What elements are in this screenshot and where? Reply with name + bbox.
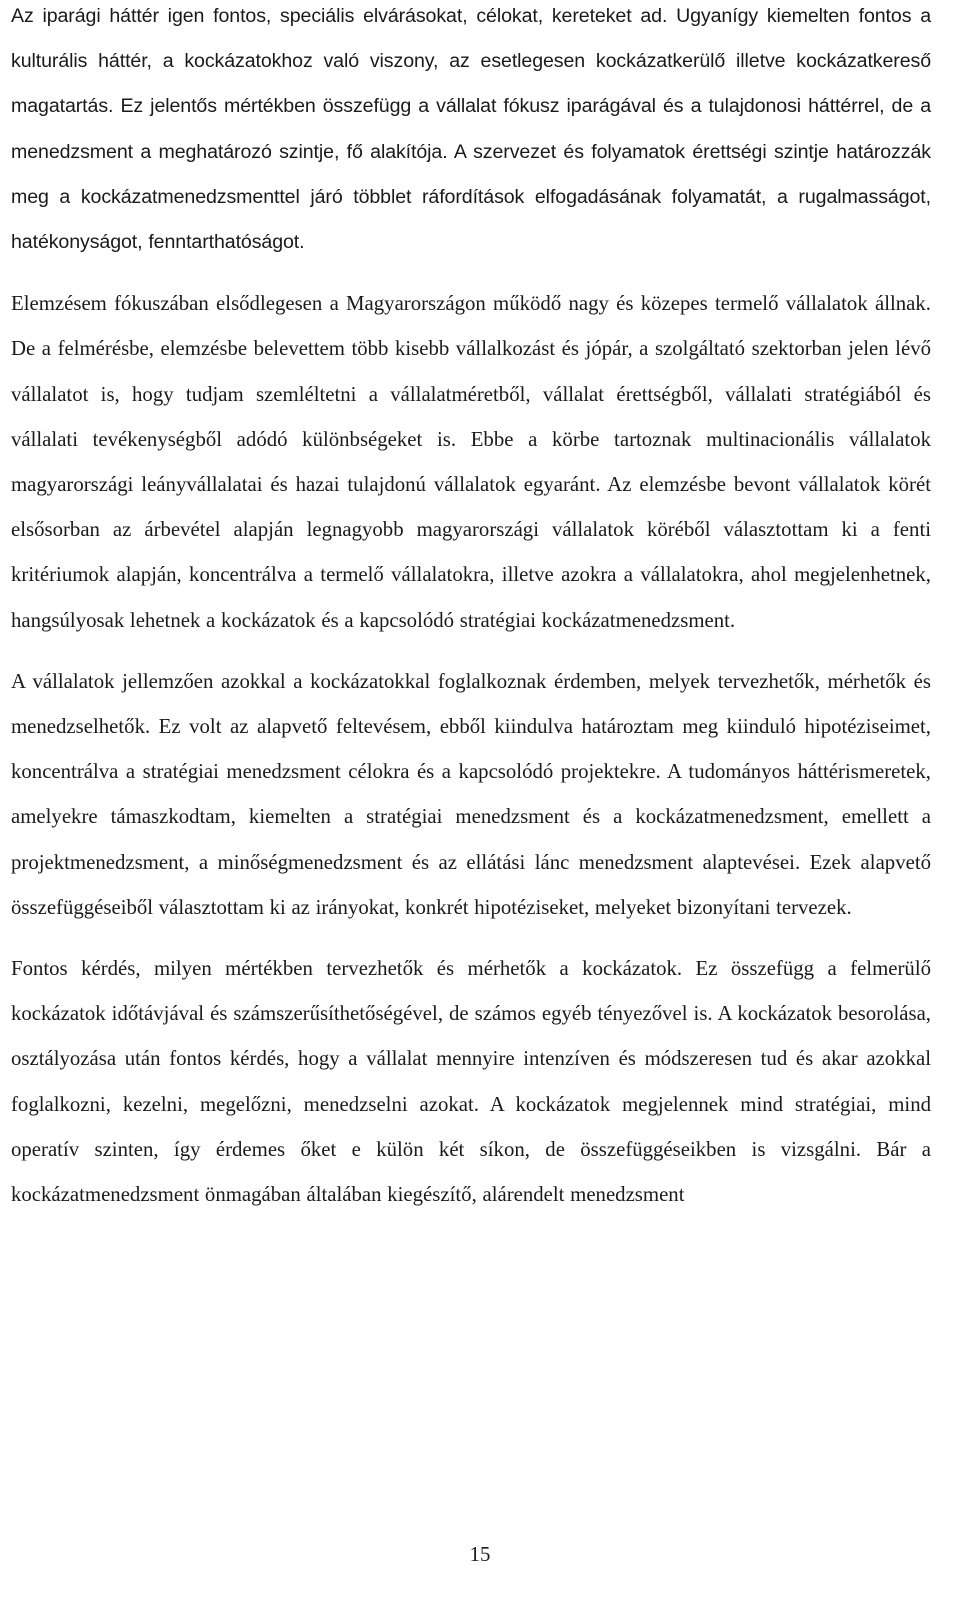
page-number: 15 bbox=[469, 1543, 491, 1566]
paragraph-3: A vállalatok jellemzően azokkal a kockázatokkal foglalkoznak érdemben, melyek tervezhetők, mérhetők és menedzselhetők. Ez volt az alapvető feltevésem, ebből kiindulva határoztam meg kiinduló hipotéziseimet, koncentrálva a stratégiai menedzsment célokra és a kapcsolódó projektekre. A tudományos háttérismeretek, amelyekre támaszkodtam, kiemelten a stratégiai menedzsment és a kockázatmenedzsment, emellett a projektmenedzsment, a minőségmenedzsment és az ellátási lánc menedzsment alaptevései. Ezek alapvető összefüggéseiből választottam ki az irányokat, konkrét hipotéziseket, melyeket bizonyítani tervezek. bbox=[11, 669, 931, 919]
paragraph-4: Fontos kérdés, milyen mértékben tervezhetők és mérhetők a kockázatok. Ez összefügg a felmerülő kockázatok időtávjával és számszerűsíthetőségével, de számos egyéb tényezővel is. A kockázatok besorolása, osztályozása után fontos kérdés, hogy a vállalat mennyire intenzíven és módszeresen tud és akar azokkal foglalkozni, kezelni, megelőzni, menedzselni azokat. A kockázatok megjelennek mind stratégiai, mind operatív szinten, így érdemes őket e külön két síkon, de összefüggéseikben is vizsgálni. Bár a kockázatmenedzsment önmagában általában kiegészítő, alárendelt menedzsment bbox=[11, 957, 931, 1207]
paragraph-2: Elemzésem fókuszában elsődlegesen a Magyarországon működő nagy és közepes termelő vállalatok állnak. De a felmérésbe, elemzésbe belevettem több kisebb vállalkozást és jópár, a szolgáltató szektorban jelen lévő vállalatot is, hogy tudjam szemléltetni a vállalatméretből, vállalat érettségből, vállalati stratégiából és vállalati tevékenységből adódó különbségeket is. Ebbe a körbe tartoznak multinacionális vállalatok magyarországi leányvállalatai és hazai tulajdonú vállalatok egyaránt. Az elemzésbe bevont vállalatok körét elsősorban az árbevétel alapján legnagyobb magyarországi vállalatok köréből választottam ki a fenti kritériumok alapján, koncentrálva a termelő vállalatokra, illetve azokra a vállalatokra, ahol megjelenhetnek, hangsúlyosak lehetnek a kockázatok és a kapcsolódó stratégiai kockázatmenedzsment. bbox=[11, 292, 931, 632]
paragraph-1: Az iparági háttér igen fontos, speciális elvárásokat, célokat, kereteket ad. Ugyanígy kiemelten fontos a kulturális háttér, a kockázatokhoz való viszony, az esetlegesen kockázatkerülő illetve kockázatkereső magatartás. Ez jelentős mértékben összefügg a vállalat fókusz iparágával és a tulajdonosi háttérrel, de a menedzsment a meghatározó szintje, fő alakítója. A szervezet és folyamatok érettségi szintje határozzák meg a kockázatmenedzsmenttel járó többlet ráfordítások elfogadásának folyamatát, a rugalmasságot, hatékonyságot, fenntarthatóságot. bbox=[11, 5, 931, 254]
body-text bbox=[11, 0, 931, 1233]
